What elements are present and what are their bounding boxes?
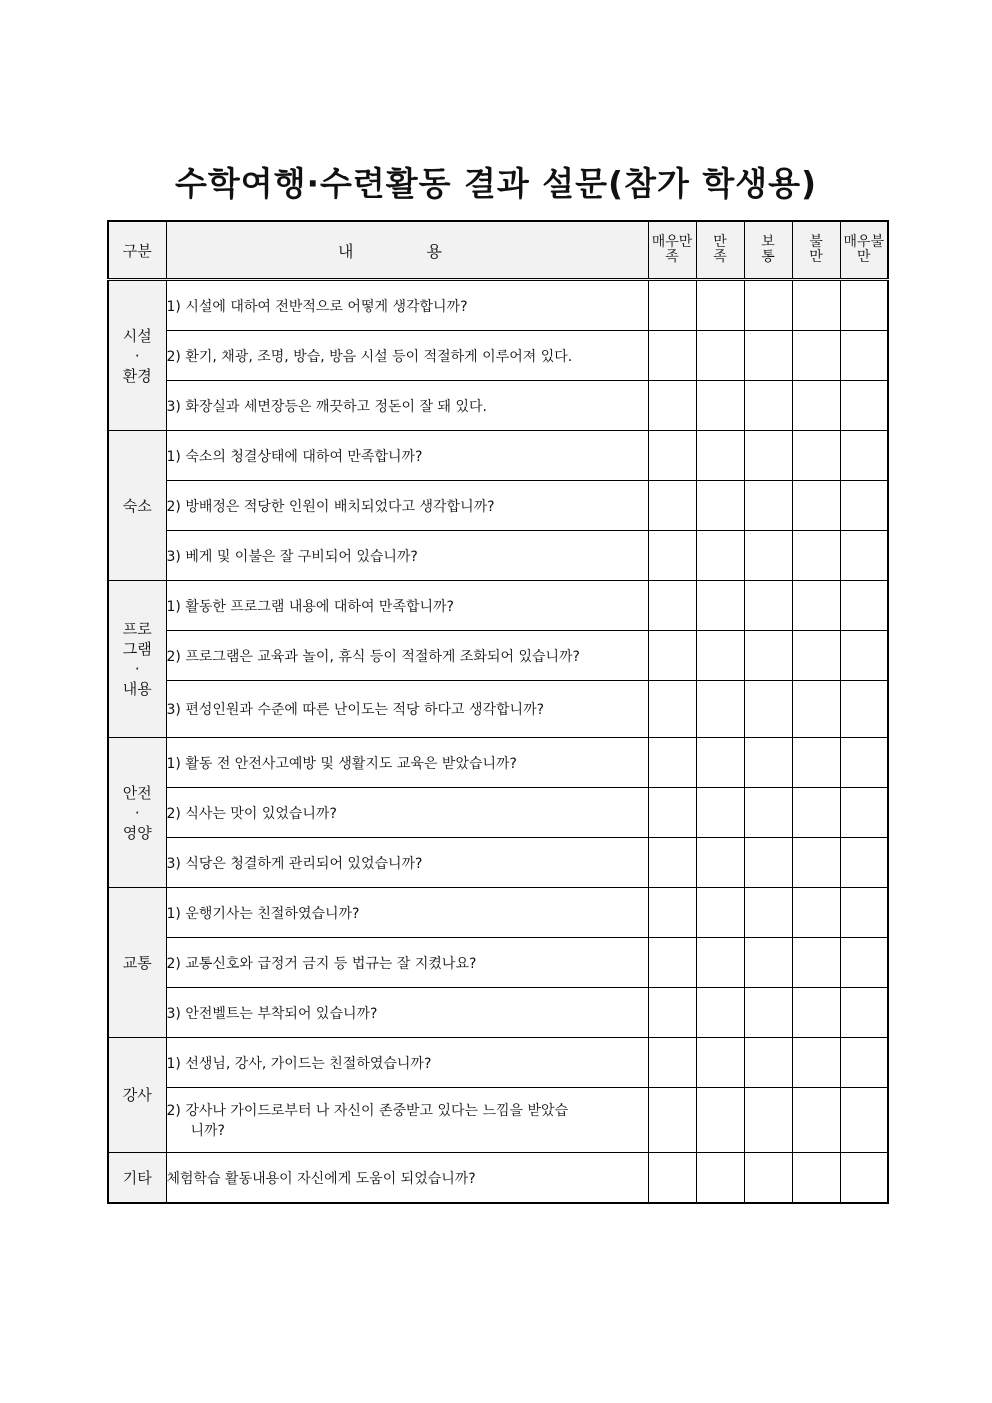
question-text: 1) 시설에 대하여 전반적으로 어떻게 생각합니까?	[166, 280, 648, 331]
table-row	[108, 1153, 888, 1204]
question-text: 체험학습 활동내용이 자신에게 도움이 되었습니까?	[166, 1153, 648, 1204]
question-text: 3) 안전벨트는 부착되어 있습니까?	[166, 988, 648, 1038]
rating-cell[interactable]	[792, 280, 840, 331]
rating-cell[interactable]	[792, 531, 840, 581]
rating-cell[interactable]	[648, 280, 696, 331]
content-header: 내 용	[166, 221, 648, 280]
rating-cell[interactable]	[648, 331, 696, 381]
question-text: 1) 활동한 프로그램 내용에 대하여 만족합니까?	[166, 581, 648, 631]
table-row	[108, 431, 888, 481]
rating-cell[interactable]	[648, 581, 696, 631]
rating-cell[interactable]	[744, 381, 792, 431]
rating-cell[interactable]	[696, 888, 744, 938]
rating-cell[interactable]	[840, 531, 888, 581]
rating-cell[interactable]	[648, 988, 696, 1038]
rating-cell[interactable]	[648, 531, 696, 581]
table-row	[108, 631, 888, 681]
rating-cell[interactable]	[792, 788, 840, 838]
question-text: 2) 강사나 가이드로부터 나 자신이 존중받고 있다는 느낌을 받았습 니까?	[166, 1088, 648, 1153]
rating-cell[interactable]	[696, 681, 744, 738]
rating-cell[interactable]	[696, 481, 744, 531]
rating-cell[interactable]	[696, 431, 744, 481]
rating-cell[interactable]	[648, 1088, 696, 1153]
rating-cell[interactable]	[792, 1038, 840, 1088]
rating-cell[interactable]	[696, 1153, 744, 1204]
table-row	[108, 738, 888, 788]
question-text: 2) 식사는 맛이 있었습니까?	[166, 788, 648, 838]
rating-cell[interactable]	[840, 280, 888, 331]
question-text: 3) 식당은 청결하게 관리되어 있었습니까?	[166, 838, 648, 888]
rating-cell[interactable]	[840, 331, 888, 381]
question-text: 1) 활동 전 안전사고예방 및 생활지도 교육은 받았습니까?	[166, 738, 648, 788]
rating-cell[interactable]	[696, 988, 744, 1038]
table-row	[108, 988, 888, 1038]
question-text: 1) 선생님, 강사, 가이드는 친절하였습니까?	[166, 1038, 648, 1088]
rating-header-very-dissatisfied: 매우불 만	[840, 221, 888, 280]
rating-cell[interactable]	[696, 331, 744, 381]
rating-cell[interactable]	[648, 788, 696, 838]
rating-cell[interactable]	[696, 1038, 744, 1088]
table-row	[108, 581, 888, 631]
category-program: 프로 그램 · 내용	[108, 581, 166, 738]
table-row	[108, 788, 888, 838]
category-instructor: 강사	[108, 1038, 166, 1153]
rating-header-satisfied: 만 족	[696, 221, 744, 280]
rating-cell[interactable]	[744, 888, 792, 938]
table-row	[108, 888, 888, 938]
rating-cell[interactable]	[696, 788, 744, 838]
table-row	[108, 381, 888, 431]
rating-cell[interactable]	[744, 331, 792, 381]
rating-cell[interactable]	[648, 938, 696, 988]
table-row	[108, 838, 888, 888]
rating-cell[interactable]	[792, 481, 840, 531]
category-facility: 시설 · 환경	[108, 280, 166, 431]
rating-cell[interactable]	[696, 738, 744, 788]
rating-cell[interactable]	[792, 381, 840, 431]
rating-cell[interactable]	[648, 381, 696, 431]
rating-cell[interactable]	[840, 1038, 888, 1088]
table-row	[108, 681, 888, 738]
rating-cell[interactable]	[744, 481, 792, 531]
rating-cell[interactable]	[792, 631, 840, 681]
rating-cell[interactable]	[696, 531, 744, 581]
rating-header-very-satisfied: 매우만 족	[648, 221, 696, 280]
rating-cell[interactable]	[840, 481, 888, 531]
header-row	[108, 221, 888, 280]
rating-cell[interactable]	[840, 738, 888, 788]
rating-cell[interactable]	[792, 738, 840, 788]
table-row	[108, 938, 888, 988]
question-text: 2) 환기, 채광, 조명, 방습, 방음 시설 등이 적절하게 이루어져 있다.	[166, 331, 648, 381]
rating-cell[interactable]	[840, 681, 888, 738]
rating-cell[interactable]	[840, 838, 888, 888]
rating-cell[interactable]	[840, 938, 888, 988]
table-row	[108, 531, 888, 581]
rating-cell[interactable]	[696, 838, 744, 888]
table-row	[108, 1088, 888, 1153]
rating-cell[interactable]	[840, 431, 888, 481]
rating-cell[interactable]	[648, 888, 696, 938]
rating-cell[interactable]	[696, 938, 744, 988]
rating-cell[interactable]	[696, 280, 744, 331]
rating-cell[interactable]	[696, 381, 744, 431]
rating-cell[interactable]	[744, 1153, 792, 1204]
rating-cell[interactable]	[648, 738, 696, 788]
rating-cell[interactable]	[792, 331, 840, 381]
rating-cell[interactable]	[696, 581, 744, 631]
question-text: 1) 숙소의 청결상태에 대하여 만족합니까?	[166, 431, 648, 481]
table-row	[108, 280, 888, 331]
rating-cell[interactable]	[648, 481, 696, 531]
rating-cell[interactable]	[792, 581, 840, 631]
category-transport: 교통	[108, 888, 166, 1038]
table-row	[108, 331, 888, 381]
rating-cell[interactable]	[744, 988, 792, 1038]
rating-cell[interactable]	[792, 1088, 840, 1153]
rating-cell[interactable]	[840, 888, 888, 938]
rating-cell[interactable]	[792, 838, 840, 888]
rating-cell[interactable]	[648, 681, 696, 738]
rating-cell[interactable]	[744, 938, 792, 988]
rating-cell[interactable]	[744, 788, 792, 838]
question-text: 3) 편성인원과 수준에 따른 난이도는 적당 하다고 생각합니까?	[166, 681, 648, 738]
rating-cell[interactable]	[744, 280, 792, 331]
question-text: 2) 프로그램은 교육과 놀이, 휴식 등이 적절하게 조화되어 있습니까?	[166, 631, 648, 681]
rating-cell[interactable]	[648, 1153, 696, 1204]
rating-cell[interactable]	[744, 581, 792, 631]
rating-cell[interactable]	[696, 631, 744, 681]
category-safety: 안전 · 영양	[108, 738, 166, 888]
rating-cell[interactable]	[696, 1088, 744, 1153]
rating-cell[interactable]	[744, 681, 792, 738]
rating-cell[interactable]	[648, 431, 696, 481]
rating-cell[interactable]	[792, 681, 840, 738]
rating-header-dissatisfied: 불 만	[792, 221, 840, 280]
rating-cell[interactable]	[744, 1088, 792, 1153]
rating-cell[interactable]	[792, 988, 840, 1038]
rating-cell[interactable]	[744, 631, 792, 681]
rating-cell[interactable]	[792, 1153, 840, 1204]
question-text: 1) 운행기사는 친절하였습니까?	[166, 888, 648, 938]
rating-cell[interactable]	[744, 738, 792, 788]
category-lodging: 숙소	[108, 431, 166, 581]
question-text: 2) 교통신호와 급정거 금지 등 법규는 잘 지켰나요?	[166, 938, 648, 988]
table-row	[108, 481, 888, 531]
question-text: 2) 방배정은 적당한 인원이 배치되었다고 생각합니까?	[166, 481, 648, 531]
rating-cell[interactable]	[840, 381, 888, 431]
rating-cell[interactable]	[744, 838, 792, 888]
table-row	[108, 1038, 888, 1088]
category-header: 구분	[108, 221, 166, 280]
rating-cell[interactable]	[792, 888, 840, 938]
rating-cell[interactable]	[840, 988, 888, 1038]
rating-cell[interactable]	[840, 1088, 888, 1153]
rating-cell[interactable]	[792, 431, 840, 481]
rating-cell[interactable]	[840, 581, 888, 631]
rating-cell[interactable]	[744, 431, 792, 481]
rating-cell[interactable]	[648, 631, 696, 681]
rating-cell[interactable]	[840, 788, 888, 838]
question-text: 3) 화장실과 세면장등은 깨끗하고 정돈이 잘 돼 있다.	[166, 381, 648, 431]
rating-cell[interactable]	[744, 531, 792, 581]
rating-cell[interactable]	[840, 631, 888, 681]
page-title: 수학여행·수련활동 결과 설문(참가 학생용)	[174, 164, 818, 203]
category-other: 기타	[108, 1153, 166, 1204]
rating-cell[interactable]	[648, 1038, 696, 1088]
survey-table	[107, 220, 889, 1204]
rating-header-neutral: 보 통	[744, 221, 792, 280]
rating-cell[interactable]	[744, 1038, 792, 1088]
rating-cell[interactable]	[648, 838, 696, 888]
rating-cell[interactable]	[792, 938, 840, 988]
question-text: 3) 베게 및 이불은 잘 구비되어 있습니까?	[166, 531, 648, 581]
rating-cell[interactable]	[840, 1153, 888, 1204]
